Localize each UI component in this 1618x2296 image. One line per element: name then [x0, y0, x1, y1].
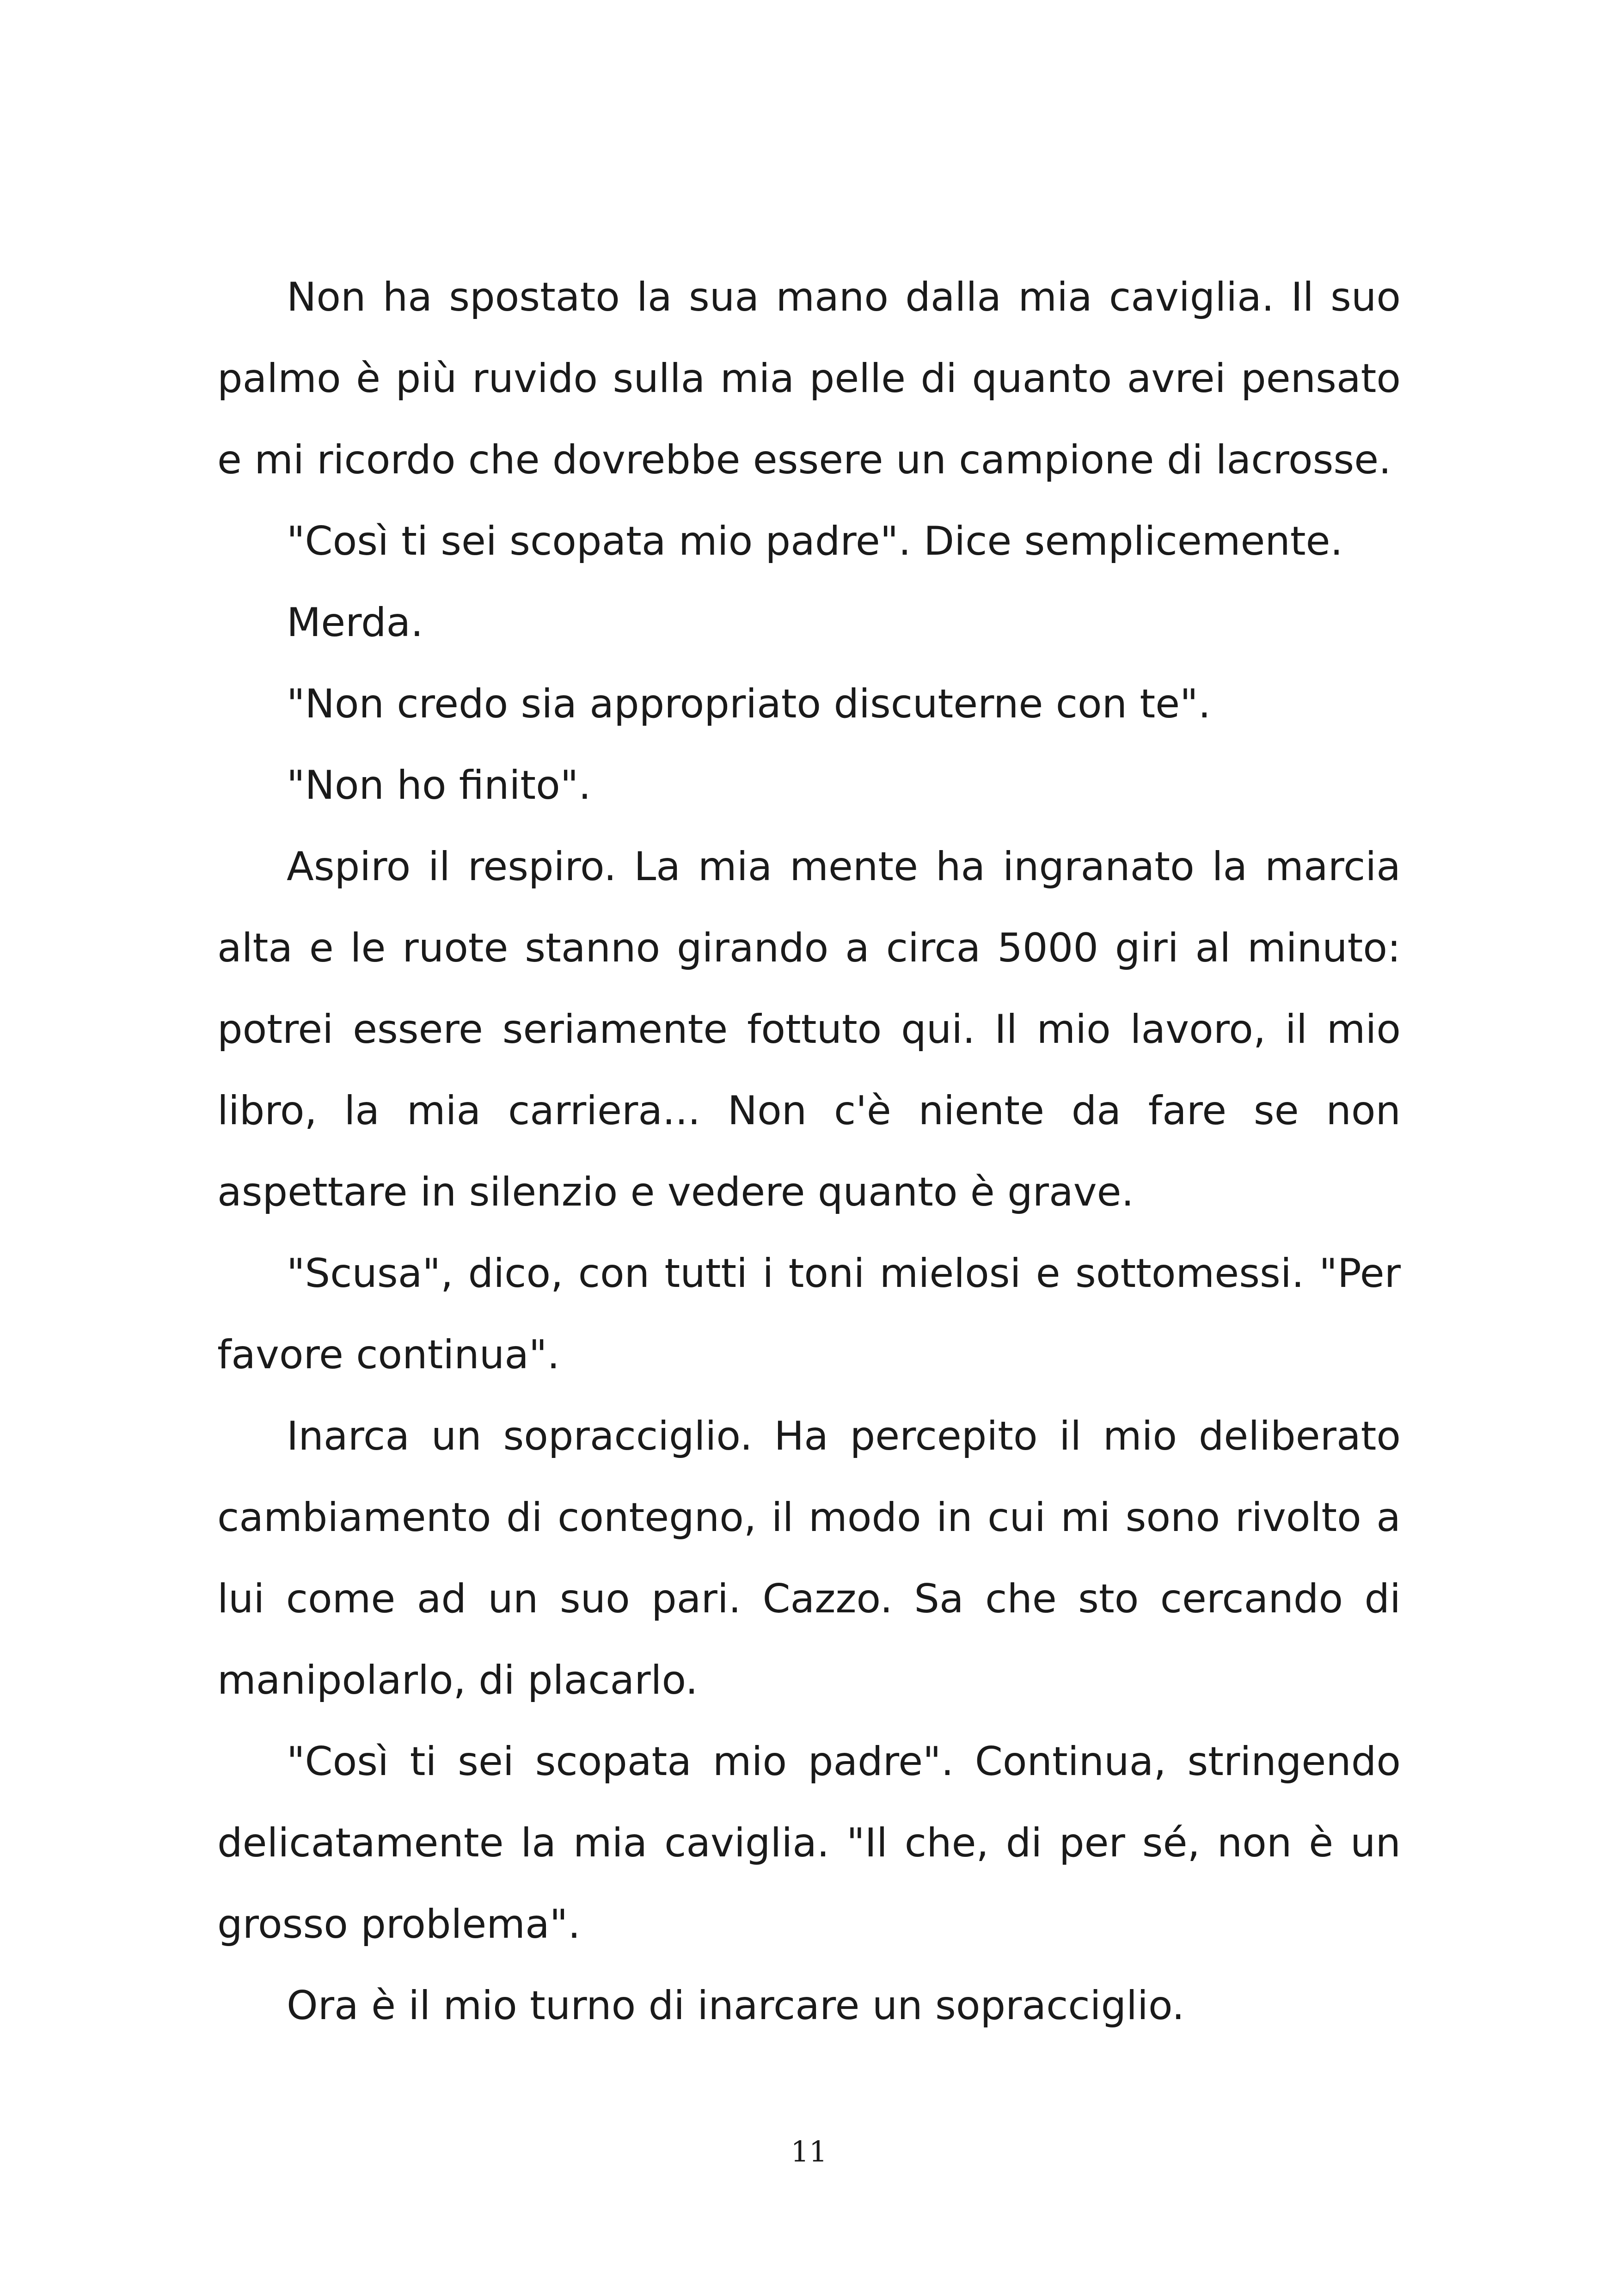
paragraph: "Non ho finito". [287, 762, 591, 808]
paragraph: Inarca un sopracciglio. Ha percepito il mio deliberato cambiamento di contegno, il modo in cui mi sono rivolto a lui come ad un suo pari. Cazzo. Sa che sto cercando di manipolarlo, di placarlo. [217, 1413, 1401, 1703]
paragraph: Merda. [287, 600, 423, 646]
paragraph: Aspiro il respiro. La mia mente ha ingranato la marcia alta e le ruote stanno girando a circa 5000 giri al minuto: potrei essere seriamente fottuto qui. Il mio lavoro, il mio libro, la mia carriera... Non c'è niente da fare se non aspettare in silenzio e vedere quanto è grave. [217, 844, 1401, 1215]
body-text [217, 257, 1401, 2046]
paragraph: "Così ti sei scopata mio padre". Continua, stringendo delicatamente la mia caviglia. "Il che, di per sé, non è un grosso problema". [217, 1739, 1401, 1947]
paragraph: Non ha spostato la sua mano dalla mia caviglia. Il suo palmo è più ruvido sulla mia pelle di quanto avrei pensato e mi ricordo che dovrebbe essere un campione di lacrosse. [217, 274, 1401, 483]
paragraph: "Così ti sei scopata mio padre". Dice semplicemente. [287, 518, 1343, 564]
paragraph: "Scusa", dico, con tutti i toni mielosi e sottomessi. "Per favore continua". [217, 1250, 1401, 1378]
page-number: 11 [791, 2135, 827, 2168]
paragraph: Ora è il mio turno di inarcare un sopracciglio. [287, 1983, 1185, 2029]
paragraph: "Non credo sia appropriato discuterne con te". [287, 681, 1211, 727]
